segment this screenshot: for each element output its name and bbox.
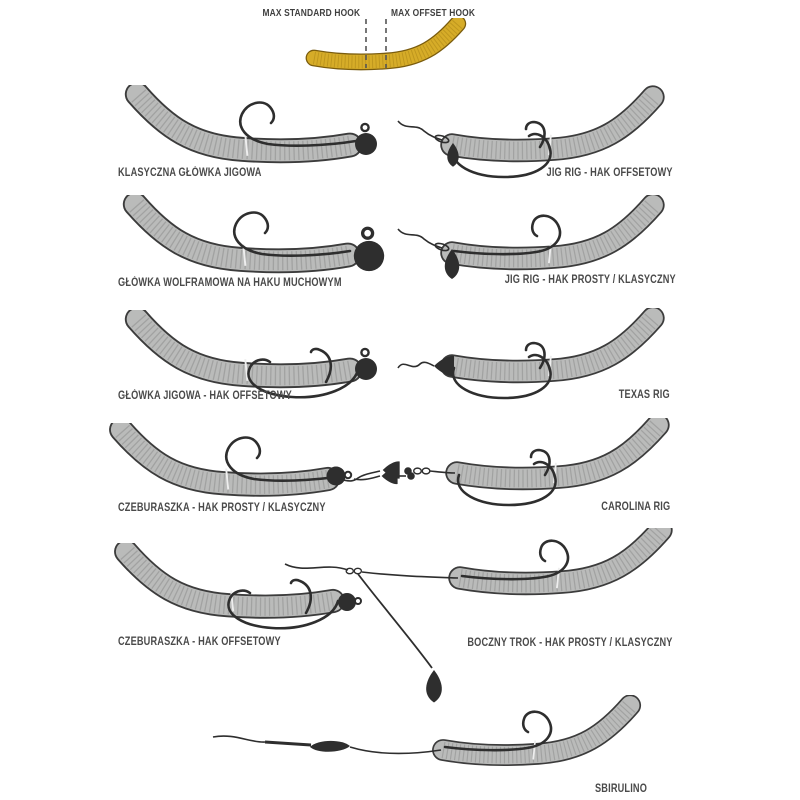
swivel — [414, 468, 430, 474]
max-standard-hook-label: MAX STANDARD HOOK — [262, 7, 360, 19]
rig-label: KLASYCZNA GŁÓWKA JIGOWA — [118, 167, 262, 179]
main-line — [285, 564, 348, 570]
leader-line — [350, 747, 441, 753]
rig-label: BOCZNY TROK - HAK PROSTY / KLASYCZNY — [467, 637, 673, 649]
three-way-swivel — [346, 568, 361, 573]
bead — [404, 467, 412, 475]
rig-label: SBIRULINO — [594, 783, 647, 795]
rig-carolina-figure — [330, 418, 730, 530]
rig-label: CAROLINA RIG — [600, 501, 670, 513]
rig-label: CZEBURASZKA - HAK OFFSETOWY — [118, 636, 281, 648]
rig-label: JIG RIG - HAK PROSTY / KLASYCZNY — [504, 274, 676, 286]
rig-label: GŁÓWKA JIGOWA - HAK OFFSETOWY — [118, 390, 292, 402]
bullet-weight — [434, 356, 454, 376]
main-line — [213, 736, 265, 742]
bullet-weight — [383, 461, 400, 478]
rig-texas-figure — [390, 308, 730, 418]
anti-tangle-tube — [265, 742, 311, 745]
max-offset-hook-label: MAX OFFSET HOOK — [391, 7, 476, 19]
weight-leader-line — [358, 574, 432, 668]
rig-label: CZEBURASZKA - HAK PROSTY / KLASYCZNY — [118, 502, 326, 514]
hook-leader-line — [362, 572, 458, 578]
rig-label: TEXAS RIG — [618, 389, 670, 401]
sbirolino-float — [310, 741, 350, 752]
rig-label: JIG RIG - HAK OFFSETOWY — [546, 167, 673, 179]
rig-label: GŁÓWKA WOLFRAMOWA NA HAKU MUCHOWYM — [118, 277, 342, 289]
hook-size-guide-figure — [280, 18, 480, 82]
fishing-line — [398, 362, 434, 368]
rig-jigrig-straight-figure — [390, 195, 730, 305]
rig-side-leader-figure — [270, 528, 730, 718]
fishing-line — [334, 471, 380, 484]
